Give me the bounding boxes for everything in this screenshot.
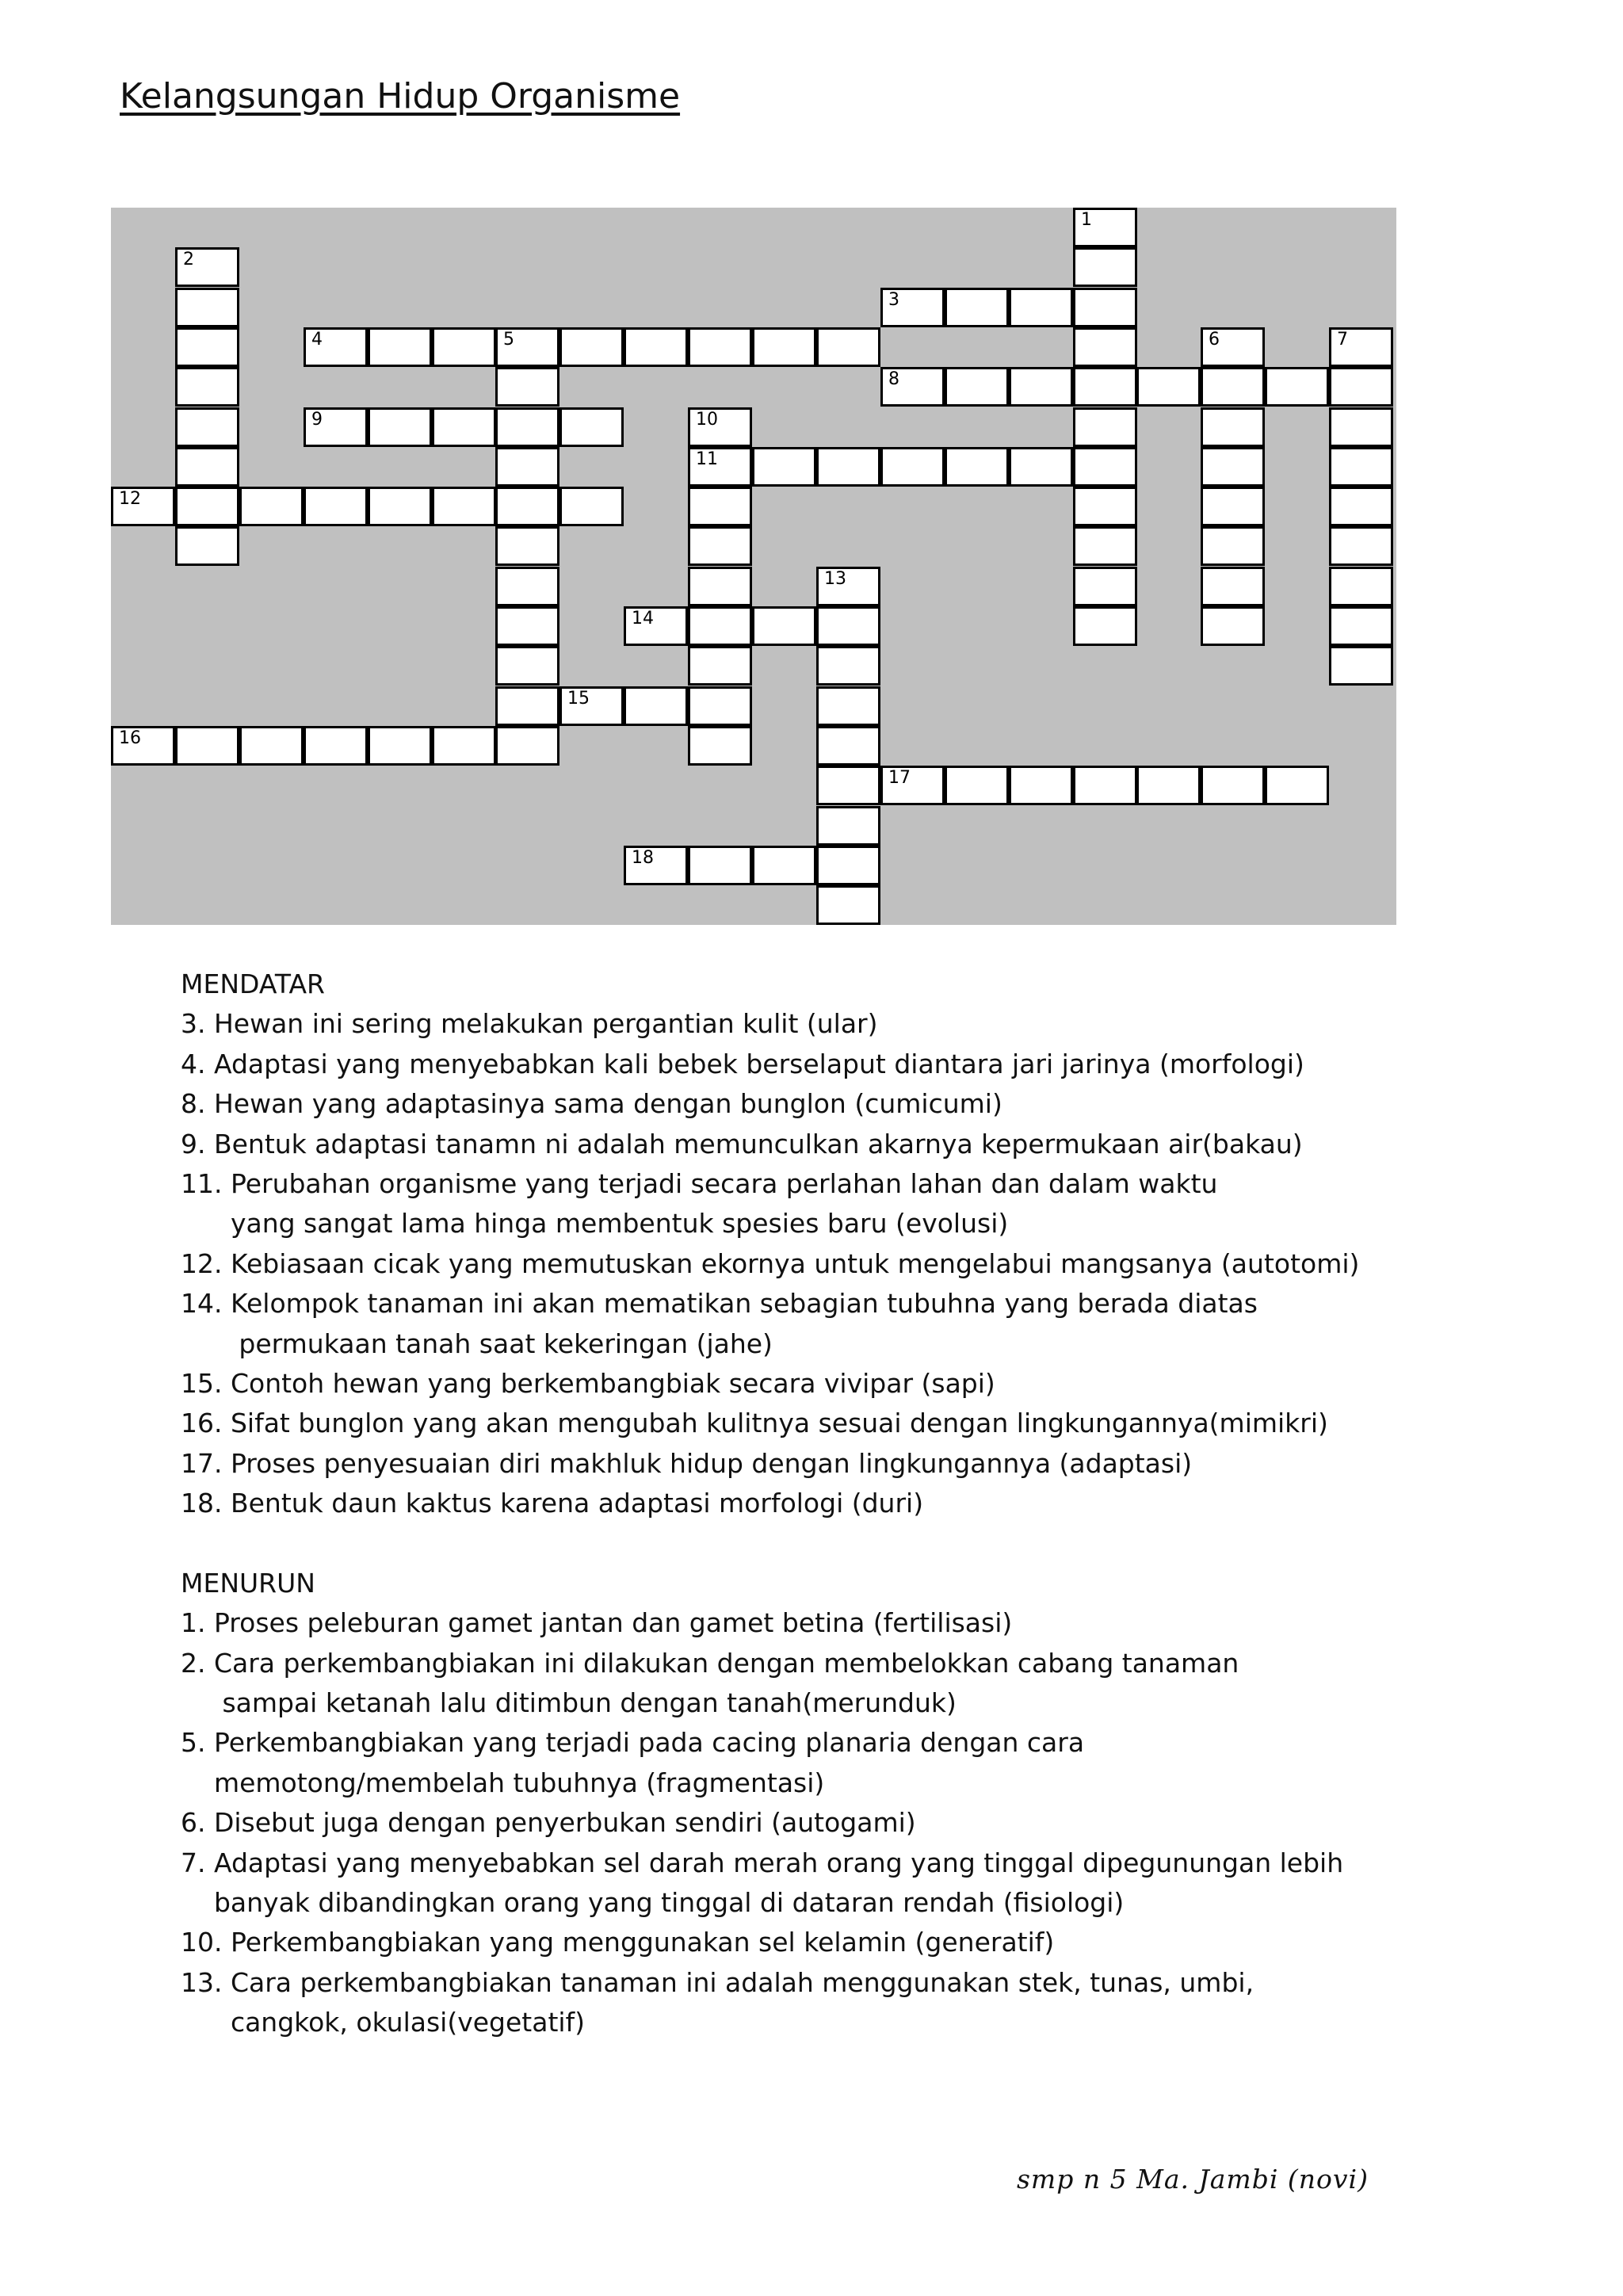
down-clue-line: memotong/membelah tubuhnya (fragmentasi)	[181, 1767, 825, 1798]
crossword-cell[interactable]	[1073, 766, 1137, 805]
crossword-cell[interactable]	[1009, 288, 1073, 327]
crossword-cell[interactable]	[945, 288, 1009, 327]
crossword-cell[interactable]	[816, 646, 880, 686]
crossword-cell[interactable]	[175, 407, 239, 447]
crossword-cell[interactable]	[1329, 646, 1393, 686]
crossword-cell[interactable]	[880, 766, 945, 805]
crossword-cell[interactable]	[1073, 447, 1137, 487]
crossword-cell[interactable]	[816, 806, 880, 846]
across-clue-line: 9. Bentuk adaptasi tanamn ni adalah memunculkan akarnya kepermukaan air(bakau)	[181, 1128, 1303, 1159]
crossword-cell[interactable]	[1073, 247, 1137, 287]
crossword-cell[interactable]	[1073, 407, 1137, 447]
crossword-cell[interactable]	[1201, 766, 1265, 805]
crossword-cell[interactable]	[175, 327, 239, 367]
down-clue-line: 6. Disebut juga dengan penyerbukan sendiri (autogami)	[181, 1807, 916, 1839]
clue-number: 18	[632, 848, 654, 868]
across-clue-line: 12. Kebiasaan cicak yang memutuskan ekornya untuk mengelabui mangsanya (autotomi)	[181, 1247, 1360, 1279]
across-clue-line: 16. Sifat bunglon yang akan mengubah kulitnya sesuai dengan lingkungannya(mimikri)	[181, 1408, 1328, 1439]
crossword-cell[interactable]	[1329, 526, 1393, 566]
down-clue-line: 10. Perkembangbiakan yang menggunakan sel kelamin (generatif)	[181, 1927, 1055, 1958]
clue-number: 15	[567, 689, 590, 709]
crossword-cell[interactable]	[688, 726, 752, 766]
across-clue-line: 14. Kelompok tanaman ini akan mematikan sebagian tubuhna yang berada diatas	[181, 1288, 1258, 1320]
crossword-cell[interactable]	[1009, 447, 1073, 487]
crossword-cell[interactable]	[495, 686, 559, 726]
footer-signature: smp n 5 Ma. Jambi (novi)	[1017, 2164, 1369, 2195]
crossword-cell[interactable]	[368, 726, 432, 766]
across-clue-line: yang sangat lama hinga membentuk spesies baru (evolusi)	[181, 1208, 1009, 1240]
clue-number: 9	[311, 410, 323, 430]
crossword-cell[interactable]	[816, 327, 880, 367]
clue-number: 17	[888, 768, 911, 788]
clue-number: 16	[119, 728, 141, 748]
clue-number: 1	[1081, 210, 1092, 230]
crossword-cell[interactable]	[1201, 447, 1265, 487]
crossword-cell[interactable]	[1073, 327, 1137, 367]
crossword-grid	[111, 208, 1396, 925]
crossword-cell[interactable]	[495, 327, 559, 367]
crossword-cell[interactable]	[495, 567, 559, 606]
down-clue-line: banyak dibandingkan orang yang tinggal di dataran rendah (fisiologi)	[181, 1886, 1125, 1918]
across-clue-line: 18. Bentuk daun kaktus karena adaptasi morfologi (duri)	[181, 1488, 924, 1519]
crossword-cell[interactable]	[1201, 526, 1265, 566]
crossword-cell[interactable]	[688, 327, 752, 367]
crossword-cell[interactable]	[495, 447, 559, 487]
crossword-cell[interactable]	[624, 686, 688, 726]
crossword-cell[interactable]	[368, 407, 432, 447]
crossword-cell[interactable]	[1265, 766, 1329, 805]
across-clue-line: 15. Contoh hewan yang berkembangbiak secara vivipar (sapi)	[181, 1368, 995, 1400]
crossword-cell[interactable]	[1201, 606, 1265, 646]
crossword-cell[interactable]	[624, 327, 688, 367]
crossword-cell[interactable]	[945, 367, 1009, 407]
across-clue-line: 17. Proses penyesuaian diri makhluk hidup dengan lingkungannya (adaptasi)	[181, 1447, 1193, 1479]
crossword-cell[interactable]	[688, 686, 752, 726]
crossword-cell[interactable]	[1073, 606, 1137, 646]
across-clue-list	[181, 1004, 1528, 1523]
crossword-cell[interactable]	[1073, 526, 1137, 566]
crossword-cell[interactable]	[1201, 567, 1265, 606]
crossword-cell[interactable]	[495, 526, 559, 566]
clue-number: 5	[503, 330, 514, 350]
down-heading: MENURUN	[181, 1567, 315, 1599]
crossword-cell[interactable]	[304, 726, 368, 766]
down-clue-line: 13. Cara perkembangbiakan tanaman ini adalah menggunakan stek, tunas, umbi,	[181, 1966, 1254, 1998]
crossword-cell[interactable]	[752, 327, 816, 367]
crossword-cell[interactable]	[816, 885, 880, 925]
across-clue-line: 11. Perubahan organisme yang terjadi secara perlahan lahan dan dalam waktu	[181, 1168, 1218, 1200]
crossword-cell[interactable]	[495, 606, 559, 646]
crossword-cell[interactable]	[1329, 606, 1393, 646]
clue-number: 13	[824, 569, 846, 589]
crossword-cell[interactable]	[432, 487, 496, 526]
crossword-cell[interactable]	[495, 487, 559, 526]
crossword-cell[interactable]	[752, 846, 816, 885]
crossword-cell[interactable]	[495, 407, 559, 447]
crossword-cell[interactable]	[175, 367, 239, 407]
crossword-cell[interactable]	[752, 606, 816, 646]
crossword-cell[interactable]	[495, 726, 559, 766]
crossword-cell[interactable]	[688, 447, 752, 487]
crossword-cell[interactable]	[1073, 288, 1137, 327]
clue-number: 4	[311, 330, 323, 350]
down-clue-line: 1. Proses peleburan gamet jantan dan gamet betina (fertilisasi)	[181, 1607, 1013, 1639]
crossword-cell[interactable]	[688, 567, 752, 606]
crossword-cell[interactable]	[1329, 327, 1393, 367]
crossword-cell[interactable]	[945, 447, 1009, 487]
across-heading: MENDATAR	[181, 968, 325, 999]
crossword-cell[interactable]	[1329, 367, 1393, 407]
crossword-cell[interactable]	[880, 288, 945, 327]
crossword-cell[interactable]	[1265, 367, 1329, 407]
across-clue-line: 3. Hewan ini sering melakukan pergantian kulit (ular)	[181, 1008, 878, 1040]
crossword-cell[interactable]	[432, 327, 496, 367]
crossword-cell[interactable]	[368, 487, 432, 526]
crossword-cell[interactable]	[304, 327, 368, 367]
crossword-cell[interactable]	[1009, 367, 1073, 407]
crossword-cell[interactable]	[688, 846, 752, 885]
across-clue-line: 8. Hewan yang adaptasinya sama dengan bunglon (cumicumi)	[181, 1088, 1002, 1120]
crossword-cell[interactable]	[559, 686, 624, 726]
crossword-cell[interactable]	[432, 407, 496, 447]
crossword-cell[interactable]	[688, 646, 752, 686]
crossword-cell[interactable]	[1136, 367, 1201, 407]
crossword-cell[interactable]	[624, 846, 688, 885]
crossword-cell[interactable]	[175, 447, 239, 487]
crossword-cell[interactable]	[1073, 567, 1137, 606]
crossword-cell[interactable]	[1201, 367, 1265, 407]
crossword-cell[interactable]	[432, 726, 496, 766]
crossword-cell[interactable]	[559, 487, 624, 526]
down-clue-list	[181, 1603, 1528, 2042]
crossword-cell[interactable]	[624, 606, 688, 646]
down-clue-line: sampai ketanah lalu ditimbun dengan tanah(merunduk)	[181, 1687, 957, 1718]
crossword-cell[interactable]	[1329, 447, 1393, 487]
crossword-cell[interactable]	[175, 487, 239, 526]
clue-number: 8	[888, 369, 899, 389]
crossword-cell[interactable]	[1201, 487, 1265, 526]
crossword-cell[interactable]	[175, 247, 239, 287]
clue-number: 3	[888, 290, 899, 310]
crossword-cell[interactable]	[816, 567, 880, 606]
clue-number: 7	[1337, 330, 1348, 350]
crossword-cell[interactable]	[688, 526, 752, 566]
crossword-cell[interactable]	[175, 288, 239, 327]
page-title: Kelangsungan Hidup Organisme	[120, 76, 681, 117]
crossword-cell[interactable]	[816, 766, 880, 805]
crossword-cell[interactable]	[816, 606, 880, 646]
crossword-cell[interactable]	[1201, 327, 1265, 367]
crossword-cell[interactable]	[816, 686, 880, 726]
crossword-cell[interactable]	[559, 327, 624, 367]
crossword-cell[interactable]	[752, 447, 816, 487]
crossword-cell[interactable]	[688, 606, 752, 646]
clue-section	[181, 965, 1528, 2043]
across-clue-line: 4. Adaptasi yang menyebabkan kali bebek berselaput diantara jari jarinya (morfologi)	[181, 1048, 1304, 1079]
clue-number: 2	[183, 250, 194, 269]
down-clue-line: cangkok, okulasi(vegetatif)	[181, 2007, 586, 2038]
crossword-cell[interactable]	[1329, 407, 1393, 447]
crossword-cell[interactable]	[1329, 487, 1393, 526]
crossword-cell[interactable]	[239, 487, 304, 526]
crossword-cell[interactable]	[1073, 208, 1137, 247]
crossword-cell[interactable]	[1136, 766, 1201, 805]
crossword-cell[interactable]	[816, 726, 880, 766]
clue-number: 10	[696, 410, 718, 430]
crossword-cell[interactable]	[880, 367, 945, 407]
crossword-cell[interactable]	[816, 846, 880, 885]
crossword-cell[interactable]	[304, 487, 368, 526]
crossword-cell[interactable]	[1329, 567, 1393, 606]
crossword-cell[interactable]	[175, 726, 239, 766]
crossword-cell[interactable]	[175, 526, 239, 566]
crossword-cell[interactable]	[1073, 367, 1137, 407]
crossword-cell[interactable]	[111, 726, 175, 766]
down-clue-line: 5. Perkembangbiakan yang terjadi pada cacing planaria dengan cara	[181, 1727, 1085, 1759]
across-clue-line: permukaan tanah saat kekeringan (jahe)	[181, 1328, 773, 1359]
crossword-cell[interactable]	[1073, 487, 1137, 526]
crossword-cell[interactable]	[1009, 766, 1073, 805]
crossword-cell[interactable]	[880, 447, 945, 487]
crossword-cell[interactable]	[495, 367, 559, 407]
crossword-cell[interactable]	[368, 327, 432, 367]
crossword-cell[interactable]	[816, 447, 880, 487]
crossword-cell[interactable]	[1201, 407, 1265, 447]
crossword-cell[interactable]	[495, 646, 559, 686]
crossword-cell[interactable]	[111, 487, 175, 526]
clue-number: 6	[1209, 330, 1220, 350]
clue-number: 11	[696, 449, 718, 469]
crossword-cell[interactable]	[304, 407, 368, 447]
crossword-cell[interactable]	[559, 407, 624, 447]
crossword-cell[interactable]	[688, 487, 752, 526]
crossword-cell[interactable]	[945, 766, 1009, 805]
crossword-cell[interactable]	[688, 407, 752, 447]
down-clue-line: 7. Adaptasi yang menyebabkan sel darah merah orang yang tinggal dipegunungan lebih	[181, 1847, 1344, 1878]
clue-number: 12	[119, 489, 141, 509]
crossword-cell[interactable]	[239, 726, 304, 766]
down-clue-line: 2. Cara perkembangbiakan ini dilakukan dengan membelokkan cabang tanaman	[181, 1647, 1239, 1679]
clue-number: 14	[632, 609, 654, 628]
